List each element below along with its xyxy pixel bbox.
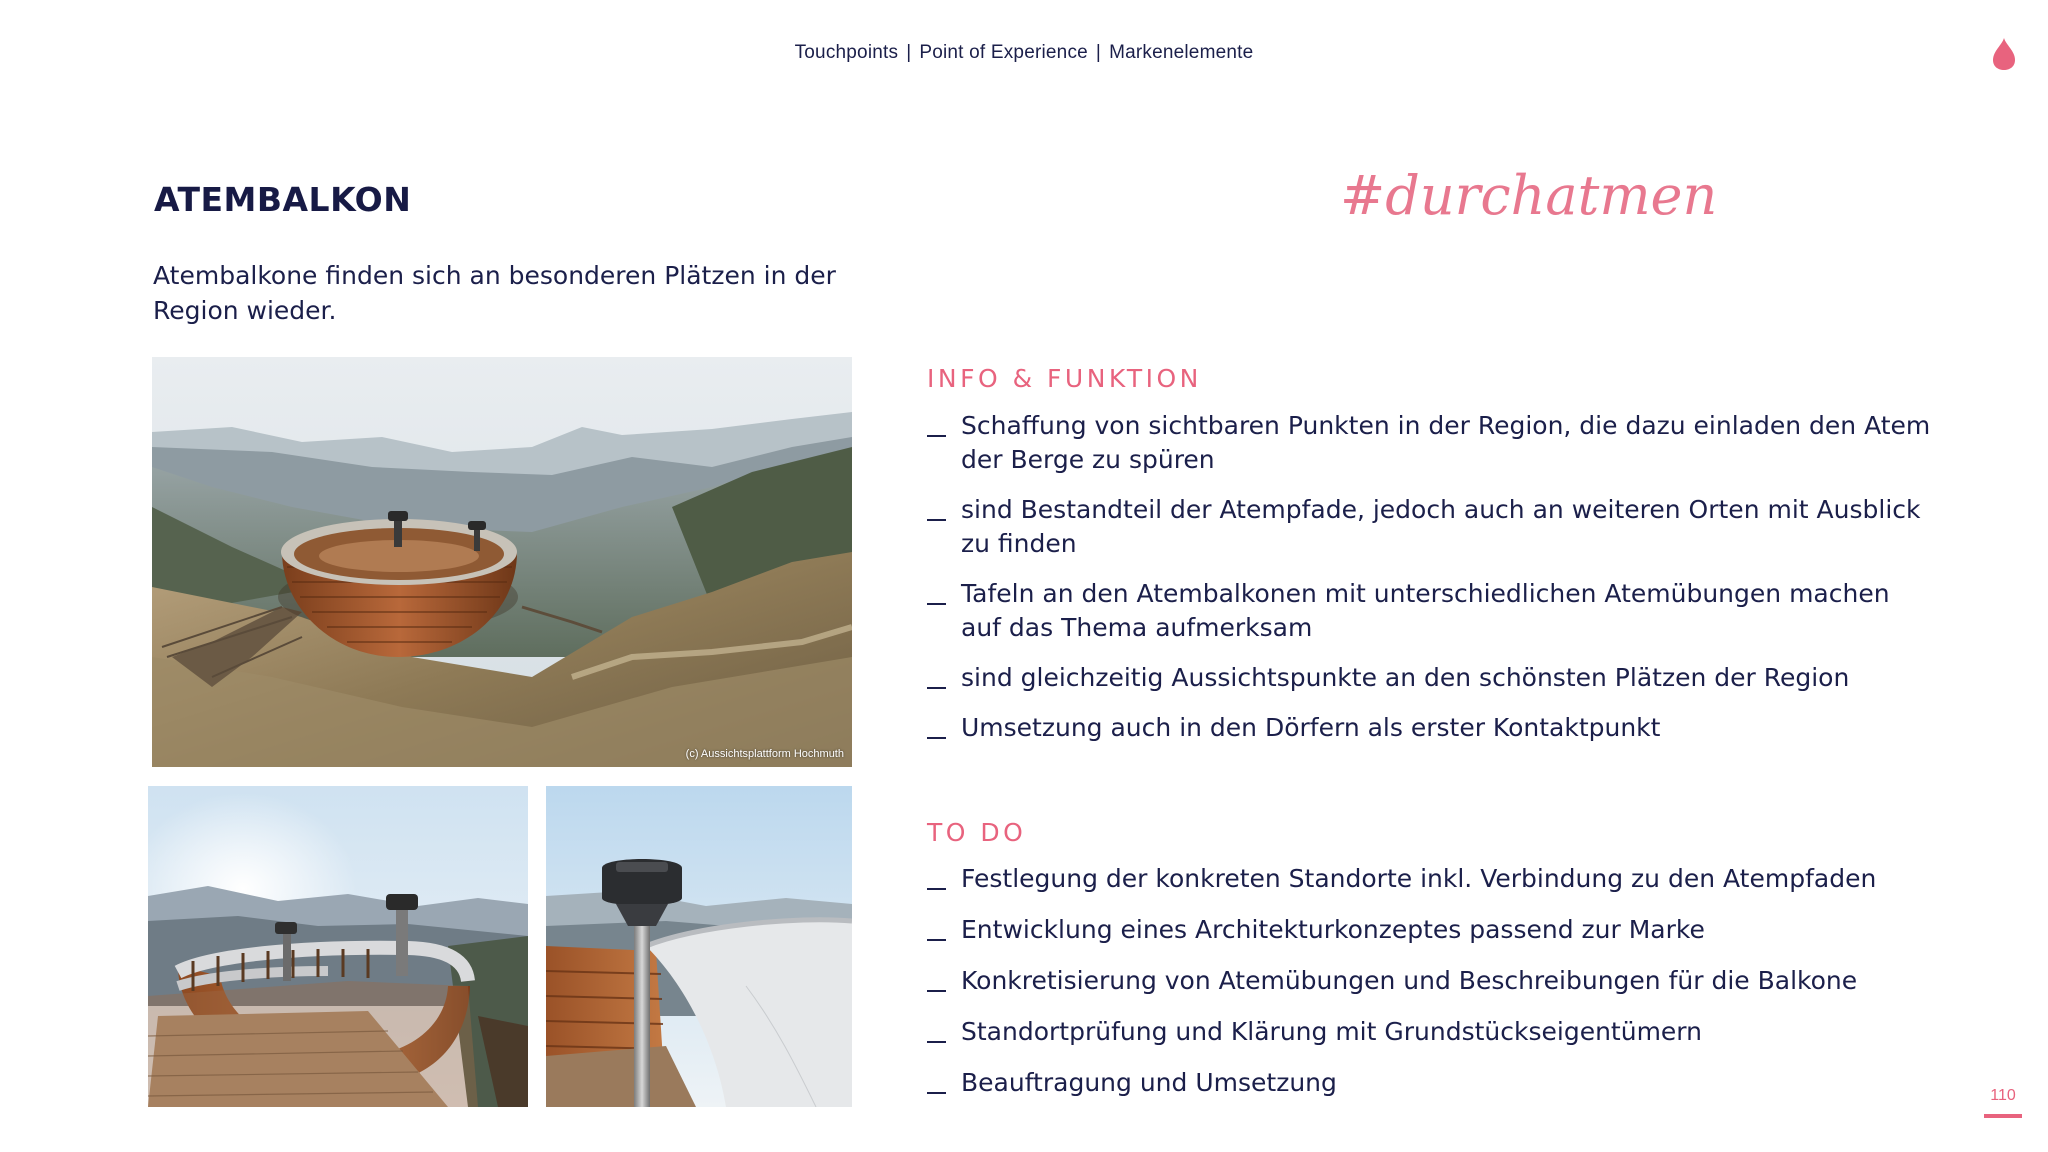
info-list — [927, 409, 1937, 761]
hashtag: #durchatmen — [1340, 164, 1718, 227]
list-item-text: Festlegung der konkreten Standorte inkl. Verbindung zu den Atempfaden — [961, 864, 1877, 893]
list-item — [927, 493, 1937, 561]
list-item — [927, 711, 1937, 745]
list-item-text: Beauftragung und Umsetzung — [961, 1068, 1337, 1097]
todo-list — [927, 862, 1937, 1117]
info-heading: INFO & FUNKTION — [927, 364, 1202, 393]
list-item — [927, 1066, 1937, 1100]
photo-atembalkon-valley — [152, 357, 852, 767]
list-item — [927, 661, 1937, 695]
list-item-text: Entwicklung eines Architekturkonzeptes passend zur Marke — [961, 915, 1705, 944]
breadcrumb-item-touchpoints[interactable]: Touchpoints — [794, 42, 899, 63]
page-title: ATEMBALKON — [154, 180, 412, 219]
photo-atembalkon-interior — [148, 786, 528, 1107]
drop-icon — [1990, 36, 2018, 72]
list-item — [927, 913, 1937, 947]
photo-atembalkon-detail — [546, 786, 852, 1107]
list-item-text: Tafeln an den Atembalkonen mit unterschiedlichen Atemübungen machen auf das Thema aufmerksam — [961, 579, 1890, 642]
breadcrumb — [0, 42, 2048, 64]
list-item — [927, 1015, 1937, 1049]
list-item — [927, 964, 1937, 998]
list-item — [927, 577, 1937, 645]
page-number: 110 — [1990, 1087, 2016, 1104]
todo-heading: TO DO — [927, 818, 1027, 847]
list-item-text: Standortprüfung und Klärung mit Grundstückseigentümern — [961, 1017, 1702, 1046]
breadcrumb-separator: | — [906, 42, 912, 63]
breadcrumb-item-point-of-experience[interactable]: Point of Experience — [919, 42, 1088, 63]
list-item-text: Umsetzung auch in den Dörfern als erster Kontaktpunkt — [961, 713, 1661, 742]
page-number-underline — [1984, 1114, 2022, 1118]
list-item-text: Konkretisierung von Atemübungen und Beschreibungen für die Balkone — [961, 966, 1858, 995]
list-item-text: sind Bestandteil der Atempfade, jedoch auch an weiteren Orten mit Ausblick zu finden — [961, 495, 1921, 558]
list-item-text: sind gleichzeitig Aussichtspunkte an den schönsten Plätzen der Region — [961, 663, 1850, 692]
list-item — [927, 862, 1937, 896]
breadcrumb-separator: | — [1095, 42, 1102, 63]
intro-text: Atembalkone finden sich an besonderen Plätzen in der Region wieder. — [153, 261, 836, 325]
list-item — [927, 409, 1937, 477]
photo-credit: (c) Aussichtsplattform Hochmuth — [685, 748, 844, 760]
list-item-text: Schaffung von sichtbaren Punkten in der Region, die dazu einladen den Atem der Berge zu spüren — [961, 411, 1931, 474]
breadcrumb-item-markenelemente[interactable]: Markenelemente — [1109, 42, 1254, 63]
